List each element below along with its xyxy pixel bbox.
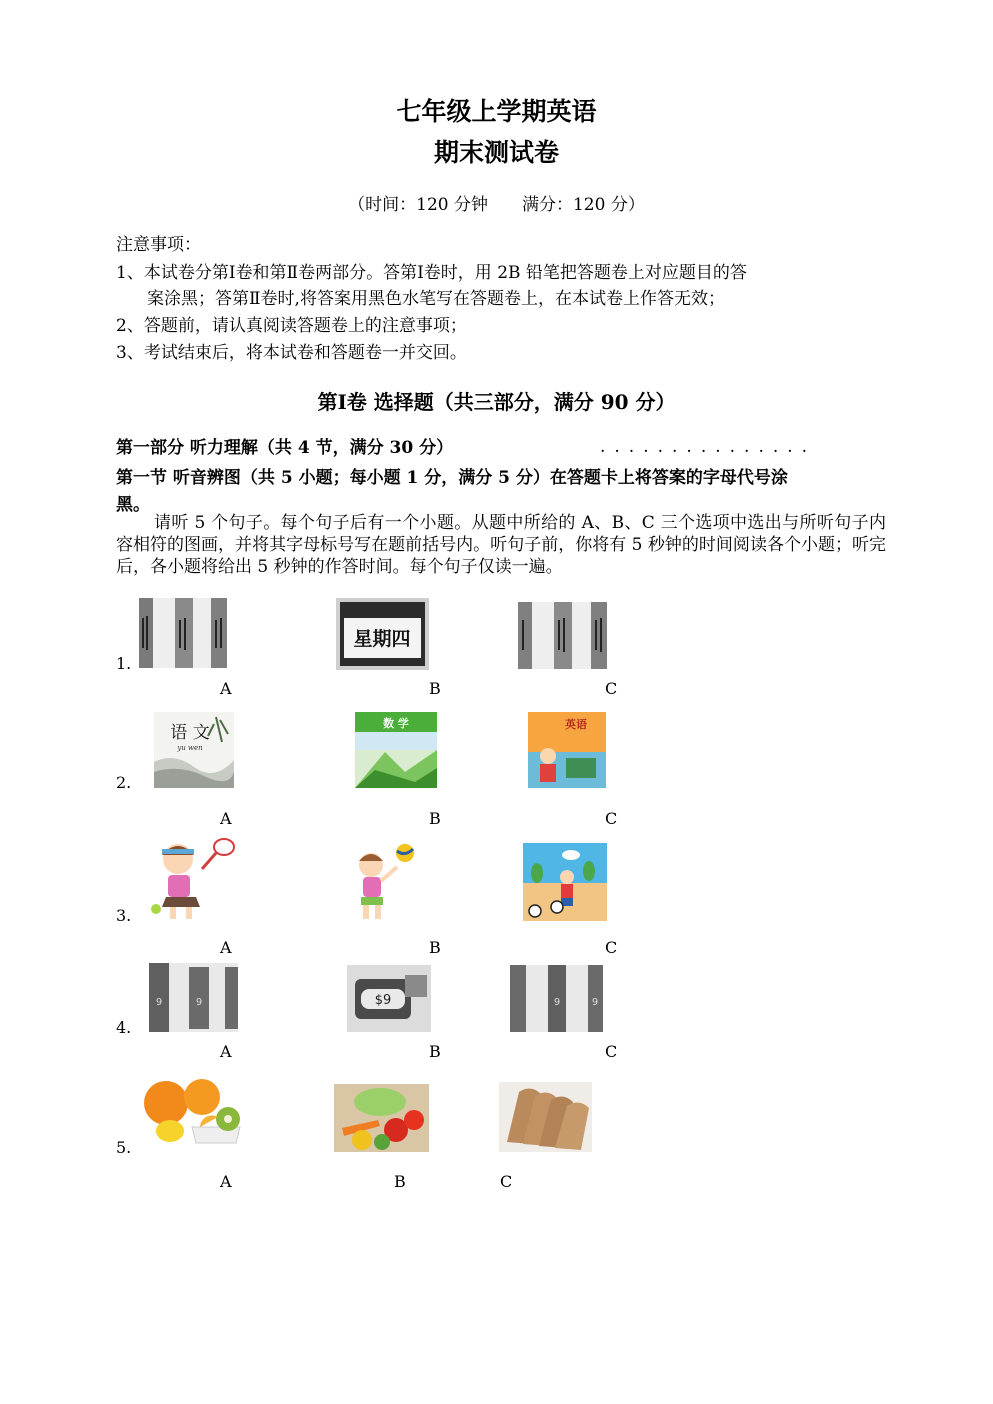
section1-title-line1: 第一节 听音辨图（共 5 小题；每小题 1 分，满分 5 分）在答题卡上将答案的字母代号涂 bbox=[116, 468, 788, 488]
svg-text:9: 9 bbox=[553, 997, 561, 1008]
notice-item-2: 2、答题前，请认真阅读答题卷上的注意事项； bbox=[116, 316, 467, 336]
question-5-image-b bbox=[334, 1084, 429, 1152]
svg-text:9: 9 bbox=[195, 997, 203, 1008]
question-2-option-c: C bbox=[605, 809, 618, 828]
question-1-option-a: A bbox=[220, 679, 232, 698]
question-4-option-c: C bbox=[605, 1042, 618, 1061]
question-4-option-a: A bbox=[220, 1042, 232, 1061]
question-2-image-a-pinyin: yu wen bbox=[177, 744, 203, 752]
question-2-image-a-text: 语 文 bbox=[170, 723, 210, 743]
question-3-image-a bbox=[140, 837, 240, 923]
question-5-image-c bbox=[499, 1082, 592, 1152]
question-5-option-b: B bbox=[394, 1172, 406, 1191]
question-4-option-b: B bbox=[429, 1042, 441, 1061]
question-1-image-c bbox=[518, 602, 607, 669]
question-5-option-a: A bbox=[220, 1172, 232, 1191]
question-2-image-b-text: 数 学 bbox=[383, 717, 409, 730]
question-3-number: 3. bbox=[116, 906, 132, 925]
question-2-image-c bbox=[528, 712, 606, 788]
time-info: （时间：120 分钟 满分：120 分） bbox=[348, 195, 645, 215]
part1-title: 第一部分 听力理解（共 4 节，满分 30 分） bbox=[116, 438, 454, 458]
question-5-number: 5. bbox=[116, 1138, 132, 1157]
question-1-image-b bbox=[336, 598, 429, 670]
question-4-image-c bbox=[510, 965, 603, 1032]
question-1-option-b: B bbox=[429, 679, 441, 698]
question-1-number: 1. bbox=[116, 654, 132, 673]
question-3-option-b: B bbox=[429, 938, 441, 957]
svg-text:9: 9 bbox=[155, 997, 163, 1008]
question-4-image-b-text: $9 bbox=[374, 993, 392, 1008]
question-5-option-c: C bbox=[500, 1172, 513, 1191]
notice-item-1-line2: 案涂黑；答第Ⅱ卷时,将答案用黑色水笔写在答题卷上，在本试卷上作答无效； bbox=[147, 289, 725, 309]
question-2-option-a: A bbox=[220, 809, 232, 828]
question-2-image-b bbox=[355, 712, 437, 788]
notice-item-1-line1: 1、本试卷分第Ⅰ卷和第Ⅱ卷两部分。答第Ⅰ卷时，用 2B 铅笔把答题卷上对应题目的答 bbox=[116, 263, 747, 283]
notice-item-3: 3、考试结束后，将本试卷和答题卷一并交回。 bbox=[116, 343, 467, 363]
part1-emphasis-dots: ............... bbox=[600, 437, 817, 457]
question-1-image-a bbox=[139, 598, 227, 668]
question-1-option-c: C bbox=[605, 679, 618, 698]
question-3-option-c: C bbox=[605, 938, 618, 957]
section1-title-line2: 黑。 bbox=[116, 495, 150, 515]
question-3-image-b bbox=[345, 843, 419, 923]
question-5-image-a bbox=[140, 1077, 242, 1147]
question-4-image-a bbox=[149, 963, 238, 1032]
question-4-image-b bbox=[347, 965, 431, 1032]
question-2-option-b: B bbox=[429, 809, 441, 828]
question-3-image-c bbox=[523, 843, 607, 921]
exam-title-line2: 期末测试卷 bbox=[433, 138, 559, 167]
exam-title-line1: 七年级上学期英语 bbox=[396, 97, 597, 126]
volume-title: 第Ⅰ卷 选择题（共三部分，满分 90 分） bbox=[317, 390, 676, 414]
question-4-number: 4. bbox=[116, 1018, 132, 1037]
svg-text:9: 9 bbox=[591, 997, 599, 1008]
question-3-option-a: A bbox=[220, 938, 232, 957]
question-2-image-a bbox=[154, 712, 234, 788]
question-1-image-b-text: 星期四 bbox=[353, 628, 411, 650]
question-2-image-c-text: 英语 bbox=[565, 718, 587, 731]
question-2-number: 2. bbox=[116, 773, 132, 792]
notice-heading: 注意事项： bbox=[116, 235, 201, 255]
section1-instructions: 请听 5 个句子。每个句子后有一个小题。从题中所给的 A、B、C 三个选项中选出与所听句子内容相符的图画，并将其字母标号写在题前括号内。听句子前，你将有 5 秒钟的时间阅读各个小题；听完后，各小题将给出 5 秒钟的作答时间。每个句子仅读一遍。 bbox=[116, 513, 886, 577]
